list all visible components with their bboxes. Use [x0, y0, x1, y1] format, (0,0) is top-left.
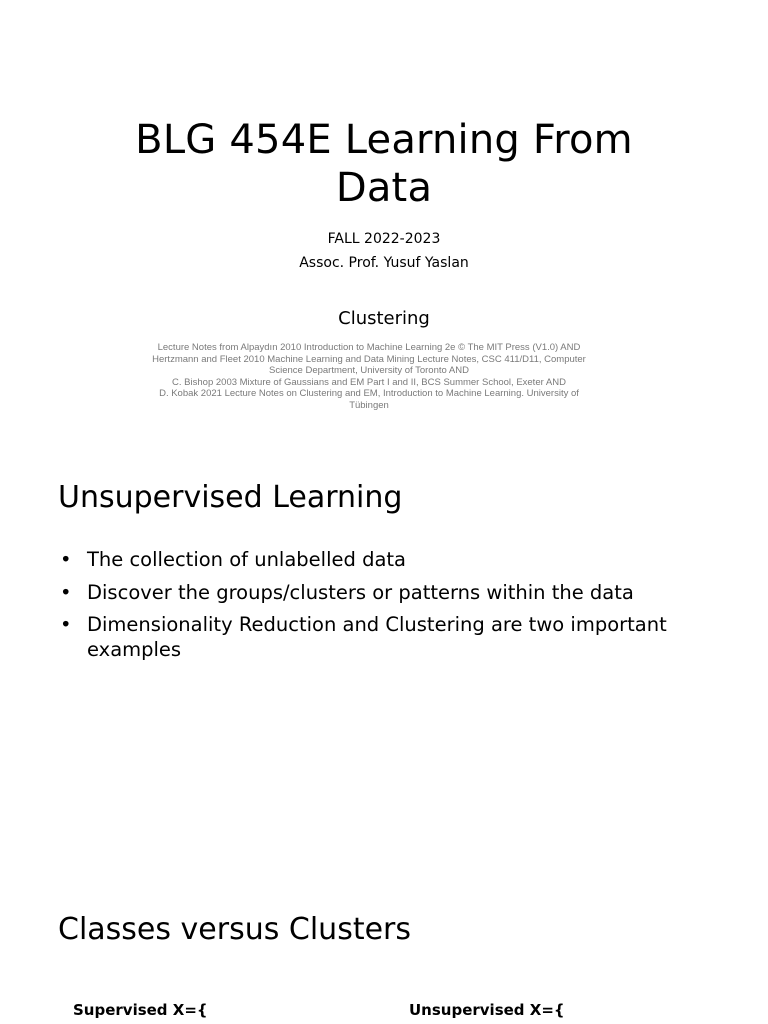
bullet-item — [58, 613, 678, 662]
reference-line: C. Bishop 2003 Mixture of Gaussians and EM Part I and II, BCS Summer School, Exeter AND — [172, 376, 566, 388]
reference-line: D. Kobak 2021 Lecture Notes on Clustering and EM, Introduction to Machine Learning. University of Tübingen — [159, 388, 579, 411]
unsupervised-learning-slide — [0, 448, 768, 878]
bullet-icon: • — [60, 548, 72, 571]
classes-vs-clusters-slide — [0, 890, 768, 1024]
lecture-topic: Clustering — [338, 308, 430, 329]
bullet-item — [58, 581, 678, 606]
instructor-name: Assoc. Prof. Yusuf Yaslan — [299, 255, 469, 271]
slide-heading: Unsupervised Learning — [58, 480, 403, 515]
course-term: FALL 2022-2023 — [327, 231, 441, 247]
supervised-label: Supervised X={ — [73, 1001, 208, 1019]
bullet-icon: • — [60, 613, 72, 636]
bullet-item — [58, 548, 678, 573]
references — [144, 342, 594, 411]
bullet-list — [58, 548, 678, 670]
slide-heading: Classes versus Clusters — [58, 912, 412, 947]
title-slide — [0, 0, 768, 440]
bullet-text: The collection of unlabelled data — [87, 548, 407, 571]
unsupervised-label: Unsupervised X={ — [409, 1001, 565, 1019]
slide-title: BLG 454E Learning From Data — [135, 117, 633, 211]
bullet-text: Discover the groups/clusters or patterns within the data — [87, 580, 634, 604]
bullet-text: Dimensionality Reduction and Clustering are two important examples — [87, 613, 667, 661]
bullet-icon: • — [60, 580, 72, 604]
reference-line: Lecture Notes from Alpaydın 2010 Introduction to Machine Learning 2e © The MIT Press (V1.0) AND Hertzmann and Fleet 2010 Machine Learning and Data Mining Lecture Notes, CSC 411/D11, Computer Science Department, University of Toronto AND — [152, 342, 586, 376]
